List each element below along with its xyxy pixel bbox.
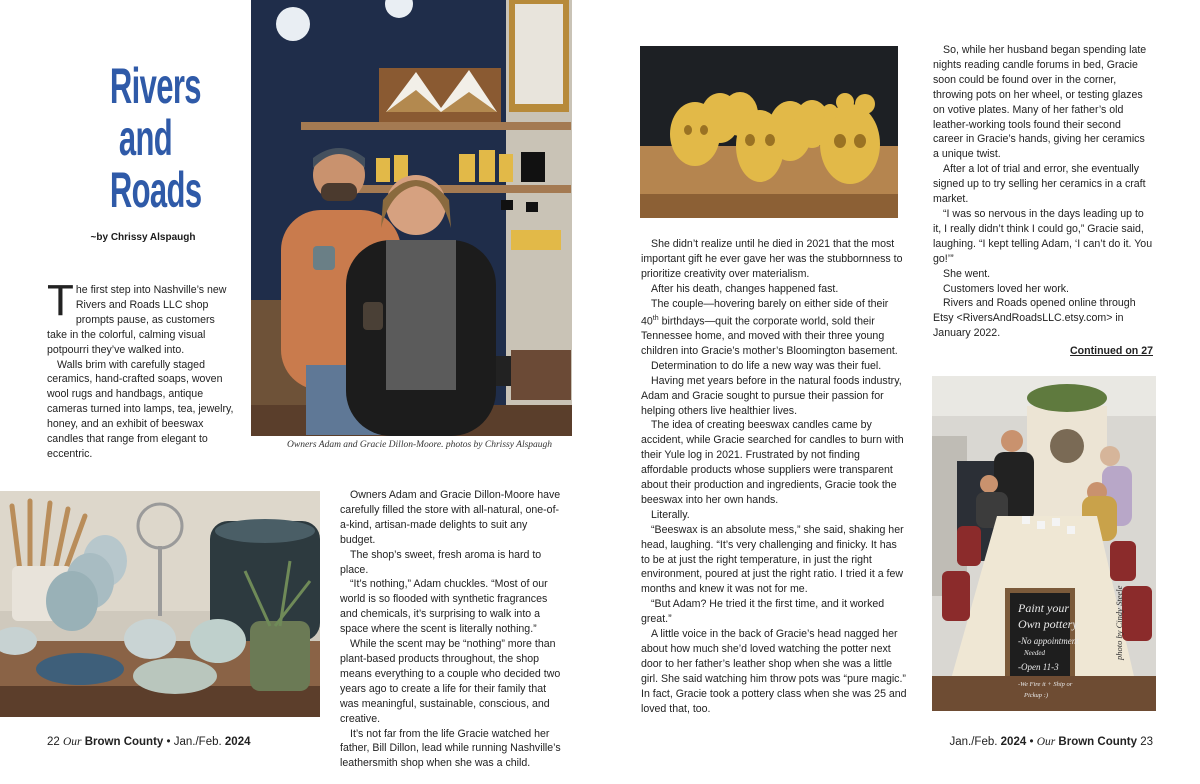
owners-photo-caption: Owners Adam and Gracie Dillon-Moore. photos by Chrissy Alspaugh	[287, 440, 553, 450]
magazine-our: Our	[1036, 736, 1056, 748]
drop-cap: T	[47, 276, 74, 325]
paragraph: Rivers and Roads opened online through Etsy <RiversAndRoadsLLC.etsy.com> in January 2022.	[933, 297, 1136, 340]
ordinal-suffix: th	[652, 314, 659, 322]
paragraph	[47, 276, 234, 358]
chalkboard-line-2: Own pottery	[1018, 617, 1078, 631]
paragraph-text: birthdays—quit the corporate world, sold their Tennessee home, and moved with their three young children into Gracie’s mother’s Bloomington basement.	[641, 315, 898, 357]
paragraph: Customers loved her work.	[943, 282, 1069, 295]
magazine-name: Brown County	[84, 736, 164, 748]
chalkboard-line-1: Paint your	[1018, 601, 1069, 615]
chalkboard-line-6: -We Fire it + Ship or	[1018, 681, 1073, 688]
issue: Jan./Feb.	[173, 736, 222, 748]
paragraph: She went.	[943, 267, 991, 280]
chalkboard-line-3: -No appointment	[1018, 636, 1079, 646]
owners-photo-image	[251, 0, 572, 436]
paragraph: A little voice in the back of Gracie’s head nagged her about how much she’d loved watching the potter next door to her father’s leather shop when she was a little girl. She said watching him throw pots was “pure magic.” In fact, Gracie took a pottery class when she was 25 and loved that, too.	[641, 628, 907, 715]
column-1	[47, 276, 234, 462]
paragraph: After a lot of trial and error, she eventually signed up to try selling her ceramics in a craft market.	[933, 163, 1146, 206]
paragraph-text: The couple—hovering barely on either side of their 40	[641, 297, 889, 328]
paragraph: After his death, changes happened fast.	[651, 282, 839, 295]
paragraph: The idea of creating beeswax candles came by accident, while Gracie searched for candles to burn with their Yule log in 2021. Frustrated by not finding affordable products whose suppliers were transparent about their production and ingredients, Gracie took the beeswax into her own hands.	[641, 419, 904, 506]
issue-year: 2024	[1000, 736, 1027, 748]
paragraph: So, while her husband began spending late nights reading candle forums in bed, Gracie soon could be found over in the corner, throwing pots on her wheel, or testing glazes on votive plates. Many of her father’s old leather-working tools found their second career in Gracie’s hands, giving her ceramics a unique twist.	[933, 44, 1147, 161]
column-4	[933, 43, 1153, 359]
paragraph: While the scent may be “nothing” more than plant-based products throughout, the shop means everything to a couple who decided two years ago to create a life for their family that was meaningful, sustainable, conscious, and creative.	[340, 638, 561, 725]
paragraph: Determination to do life a new way was their fuel.	[651, 359, 882, 372]
owners-photo	[251, 0, 572, 436]
byline: ~by Chrissy Alspaugh	[90, 232, 196, 243]
column-2	[340, 488, 565, 771]
magazine-our: Our	[63, 736, 82, 748]
title-line-3: Roads	[109, 162, 202, 218]
article-title	[109, 58, 202, 218]
candles-photo-image	[640, 46, 898, 218]
paragraph	[641, 297, 907, 359]
studio-photo	[932, 376, 1156, 711]
studio-photo-credit: photo by Cindy Steele	[1114, 585, 1124, 660]
paragraph: Walls brim with carefully staged ceramics, hand-crafted soaps, woven wool rugs and handbags, antique cameras turned into lamps, tea, jewelry, honey, and an exhibit of beeswax candles that range from elegant to eccentric.	[47, 358, 234, 460]
footer-right	[950, 736, 1154, 748]
paragraph: She didn’t realize until he died in 2021 that the most important gift he ever gave her was the stubbornness to prioritize creativity over materialism.	[641, 238, 903, 280]
chalkboard-line-5: -Open 11-3	[1018, 662, 1059, 672]
paragraph: “I was so nervous in the days leading up to it, I really didn’t think I could go,” Gracie said, laughing. “I kept telling Adam, ‘I can’t do it. You go!’”	[933, 207, 1153, 265]
candles-photo	[640, 46, 898, 218]
issue-year: 2024	[224, 736, 251, 748]
paragraph: Having met years before in the natural foods industry, Adam and Gracie sought to pursue their passion for helping others live healthier lives.	[641, 374, 902, 417]
issue: Jan./Feb.	[949, 736, 998, 748]
chalkboard-line-7: Pickup :)	[1024, 692, 1049, 699]
continued-link[interactable]: Continued on 27	[1070, 345, 1153, 358]
ceramics-photo	[0, 491, 320, 717]
ceramics-photo-image	[0, 491, 320, 717]
separator: •	[166, 736, 171, 748]
paragraph: “It’s nothing,” Adam chuckles. “Most of our world is so flooded with synthetic fragrances and chemicals, it’s surprising to walk into a space where the scent is literally nothing.”	[340, 578, 548, 636]
title-line-1: Rivers	[109, 58, 201, 114]
page-number: 22	[47, 736, 60, 748]
paragraph: Literally.	[651, 508, 690, 521]
paragraph: “Beeswax is an absolute mess,” she said, shaking her head, laughing. “It’s very challenging and finicky. It has to be at just the right temperature, in just the right environment, poured at just the right ratio. I tried it a few months and knew it was not for me.	[641, 523, 904, 596]
separator: •	[1029, 736, 1034, 748]
chalkboard-line-4: Needed	[1024, 649, 1045, 657]
studio-photo-image	[932, 376, 1156, 711]
paragraph: The shop’s sweet, fresh aroma is hard to place.	[340, 548, 542, 576]
magazine-name: Brown County	[1058, 736, 1137, 748]
paragraph: “But Adam? He tried it the first time, and it worked great.”	[641, 598, 885, 626]
title-line-2: and	[118, 110, 173, 166]
footer-left	[47, 736, 251, 748]
paragraph-text: he first step into Nashville’s new Rivers and Roads LLC shop prompts pause, as customers take in the colorful, calming visual potpourri they’ve walked into.	[47, 284, 227, 356]
column-3	[641, 237, 907, 717]
page-number: 23	[1140, 736, 1153, 748]
paragraph: It’s not far from the life Gracie watched her father, Bill Dillon, lead while running Nashville’s leathersmith shop when she was a child.	[340, 727, 561, 770]
paragraph: Owners Adam and Gracie Dillon-Moore have carefully filled the store with all-natural, one-of-a-kind, artisan-made delights to suit any budget.	[340, 489, 561, 546]
